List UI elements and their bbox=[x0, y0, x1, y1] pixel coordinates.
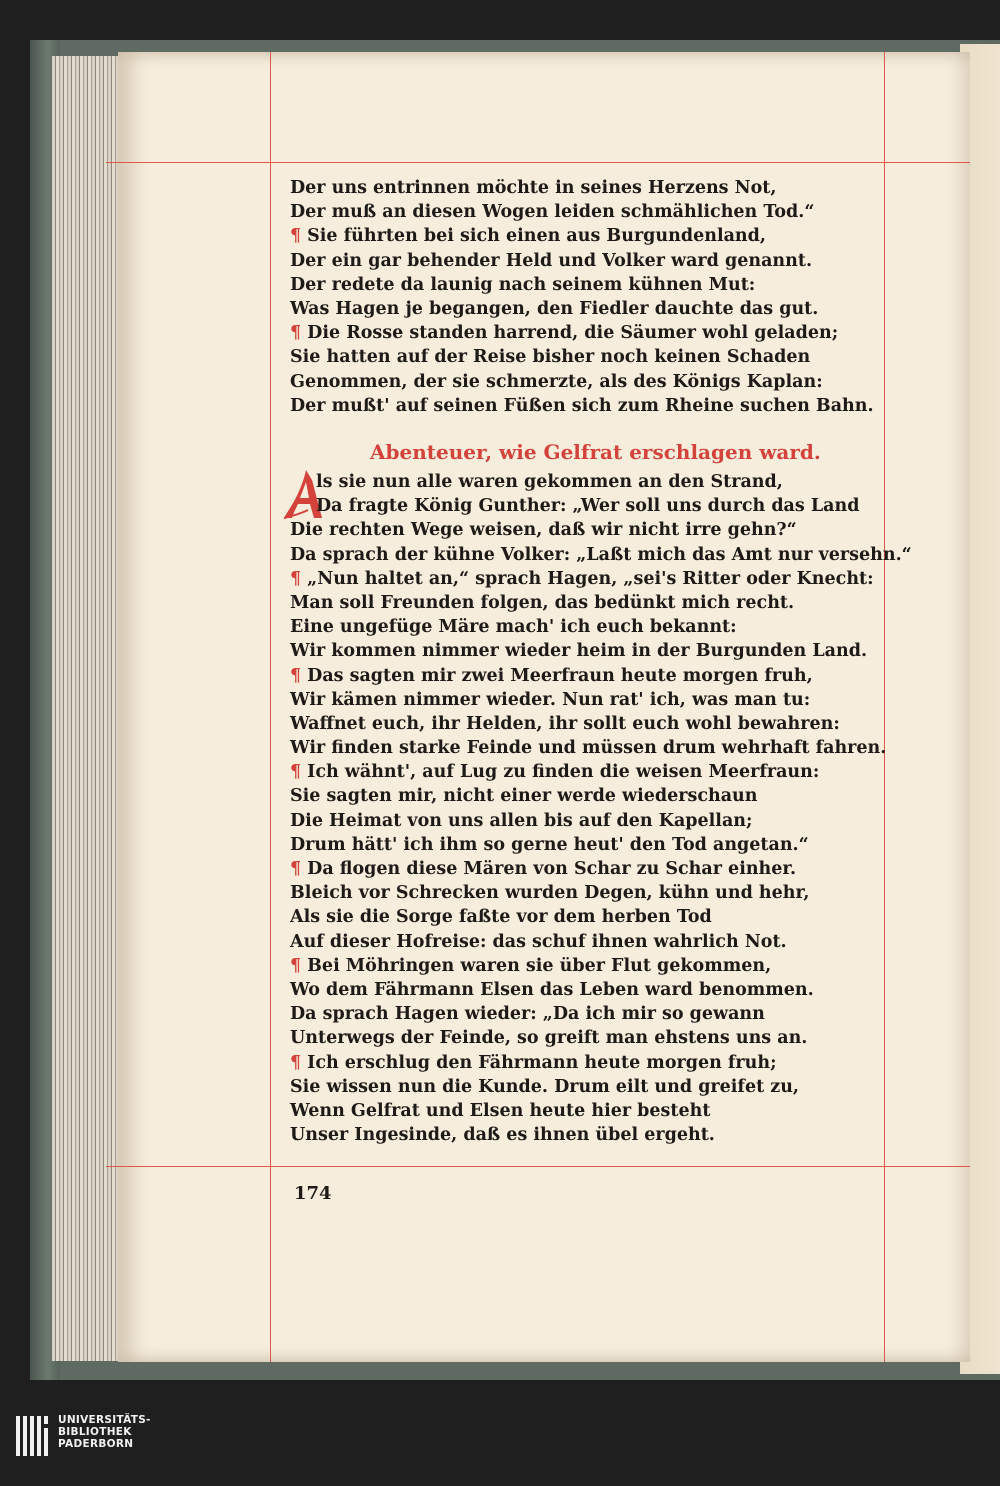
margin-tick bbox=[106, 162, 120, 163]
paragraph-mark-icon: ¶ bbox=[290, 568, 302, 589]
paragraph-mark-icon: ¶ bbox=[290, 1052, 302, 1073]
paragraph-mark-icon: ¶ bbox=[290, 762, 302, 783]
verse-text: Waffnet euch, ihr Helden, ihr sollt euch wohl bewahren: bbox=[290, 713, 840, 734]
verse-text: Wo dem Fährmann Elsen das Leben ward benommen. bbox=[290, 979, 814, 1000]
paragraph-mark-icon: ¶ bbox=[290, 955, 302, 976]
verse-text: Wir kommen nimmer wieder heim in der Burgunden Land. bbox=[290, 641, 868, 662]
verse-line bbox=[290, 1099, 880, 1123]
verse-line bbox=[290, 833, 880, 857]
verse-line bbox=[290, 809, 880, 833]
chapter-heading: Abenteuer, wie Gelfrat erschlagen ward. bbox=[370, 440, 821, 464]
verse-line bbox=[290, 494, 880, 518]
margin-rule-top bbox=[118, 162, 970, 163]
verse-text: Wenn Gelfrat und Elsen heute hier besteht bbox=[290, 1100, 711, 1121]
verse-line bbox=[290, 321, 870, 345]
verse-text: „Nun haltet an,“ sprach Hagen, „sei's Ritter oder Knecht: bbox=[307, 568, 874, 589]
verse-line bbox=[290, 760, 880, 784]
verse-line bbox=[290, 881, 880, 905]
verse-line bbox=[290, 615, 880, 639]
verse-line bbox=[290, 591, 880, 615]
verse-text: Ich erschlug den Fährmann heute morgen fruh; bbox=[307, 1052, 777, 1073]
library-logo-icon bbox=[14, 1414, 52, 1458]
paragraph-mark-icon: ¶ bbox=[290, 226, 302, 247]
verse-block-top bbox=[290, 176, 874, 418]
verse-line bbox=[290, 249, 870, 273]
verse-line bbox=[290, 470, 880, 494]
verse-text: Unterwegs der Feinde, so greift man ehstens uns an. bbox=[290, 1028, 808, 1049]
verse-block-main bbox=[290, 470, 912, 1147]
verse-text: Da fragte König Gunther: „Wer soll uns durch das Land bbox=[316, 496, 860, 517]
verse-text: Wir finden starke Feinde und müssen drum wehrhaft fahren. bbox=[290, 738, 887, 759]
verse-text: Man soll Freunden folgen, das bedünkt mich recht. bbox=[290, 592, 795, 613]
verse-text: Genommen, der sie schmerzte, als des Königs Kaplan: bbox=[290, 371, 823, 392]
verse-text: Als sie die Sorge faßte vor dem herben Tod bbox=[290, 907, 712, 928]
verse-text: Sie wissen nun die Kunde. Drum eilt und greifet zu, bbox=[290, 1076, 800, 1097]
verse-text: Drum hätt' ich ihm so gerne heut' den Tod angetan.“ bbox=[290, 834, 809, 855]
library-name-line: PADERBORN bbox=[58, 1438, 134, 1450]
verse-line bbox=[290, 1123, 880, 1147]
verse-text: Sie führten bei sich einen aus Burgundenland, bbox=[307, 226, 766, 247]
verse-text: Der muß an diesen Wogen leiden schmählichen Tod.“ bbox=[290, 202, 815, 223]
verse-text: Da sprach Hagen wieder: „Da ich mir so gewann bbox=[290, 1004, 765, 1025]
paragraph-mark-icon: ¶ bbox=[290, 665, 302, 686]
verse-line bbox=[290, 394, 874, 418]
verse-text: Sie sagten mir, nicht einer werde wiederschaun bbox=[290, 786, 758, 807]
verse-line bbox=[290, 297, 870, 321]
verse-text: Die Heimat von uns allen bis auf den Kapellan; bbox=[290, 810, 753, 831]
verse-line bbox=[290, 1002, 880, 1026]
verse-text: Das sagten mir zwei Meerfraun heute morgen fruh, bbox=[307, 665, 813, 686]
verse-line bbox=[290, 567, 880, 591]
verse-text: Der ein gar behender Held und Volker ward genannt. bbox=[290, 250, 813, 271]
verse-text: Bleich vor Schrecken wurden Degen, kühn und hehr, bbox=[290, 883, 810, 904]
verse-text: Sie hatten auf der Reise bisher noch keinen Schaden bbox=[290, 347, 811, 368]
verse-line bbox=[290, 273, 870, 297]
margin-tick bbox=[106, 1166, 120, 1167]
verse-text: Die Rosse standen harrend, die Säumer wohl geladen; bbox=[307, 323, 839, 344]
verse-line bbox=[290, 370, 870, 394]
verse-text: Da sprach der kühne Volker: „Laßt mich das Amt nur versehn.“ bbox=[290, 544, 912, 565]
library-name-line: BIBLIOTHEK bbox=[58, 1426, 132, 1438]
verse-text: Ich wähnt', auf Lug zu finden die weisen Meerfraun: bbox=[307, 762, 820, 783]
verse-text: Der mußt' auf seinen Füßen sich zum Rheine suchen Bahn. bbox=[290, 395, 874, 416]
library-name-line: UNIVERSITÄTS- bbox=[58, 1414, 151, 1426]
verse-line bbox=[290, 954, 880, 978]
verse-line bbox=[290, 905, 880, 929]
verse-line bbox=[290, 224, 870, 248]
verse-line bbox=[290, 345, 870, 369]
verse-line bbox=[290, 930, 880, 954]
verse-line bbox=[290, 543, 912, 567]
verse-text: Der redete da launig nach seinem kühnen Mut: bbox=[290, 274, 756, 295]
verse-line bbox=[290, 639, 880, 663]
verse-text: Unser Ingesinde, daß es ihnen übel ergeht. bbox=[290, 1125, 715, 1146]
verse-line bbox=[290, 176, 870, 200]
paragraph-mark-icon: ¶ bbox=[290, 859, 302, 879]
verse-line bbox=[290, 857, 880, 881]
verse-line bbox=[290, 518, 880, 542]
page-number: 174 bbox=[294, 1183, 332, 1204]
verse-line bbox=[290, 200, 870, 224]
verse-line bbox=[290, 688, 880, 712]
verse-text: Auf dieser Hofreise: das schuf ihnen wahrlich Not. bbox=[290, 931, 787, 952]
library-name bbox=[58, 1414, 178, 1450]
verse-line bbox=[290, 1075, 880, 1099]
verse-text: Bei Möhringen waren sie über Flut gekommen, bbox=[307, 955, 772, 976]
verse-line bbox=[290, 664, 880, 688]
verse-text: Da flogen diese Mären von Schar zu Schar einher. bbox=[307, 859, 797, 879]
verse-text: Der uns entrinnen möchte in seines Herzens Not, bbox=[290, 178, 777, 198]
verse-text: Eine ungefüge Märe mach' ich euch bekannt: bbox=[290, 617, 737, 638]
verse-line bbox=[290, 736, 887, 760]
verse-line bbox=[290, 1026, 880, 1050]
verse-text: Was Hagen je begangen, den Fiedler dauchte das gut. bbox=[290, 298, 819, 319]
verse-text: ls sie nun alle waren gekommen an den Strand, bbox=[316, 472, 783, 492]
verse-line bbox=[290, 784, 880, 808]
verse-text: Die rechten Wege weisen, daß wir nicht irre gehn?“ bbox=[290, 520, 797, 541]
verse-line bbox=[290, 1051, 880, 1075]
verse-line bbox=[290, 712, 880, 736]
paragraph-mark-icon: ¶ bbox=[290, 323, 302, 344]
verse-line bbox=[290, 978, 880, 1002]
margin-rule-bottom bbox=[118, 1166, 970, 1167]
verse-text: Wir kämen nimmer wieder. Nun rat' ich, was man tu: bbox=[290, 689, 811, 710]
